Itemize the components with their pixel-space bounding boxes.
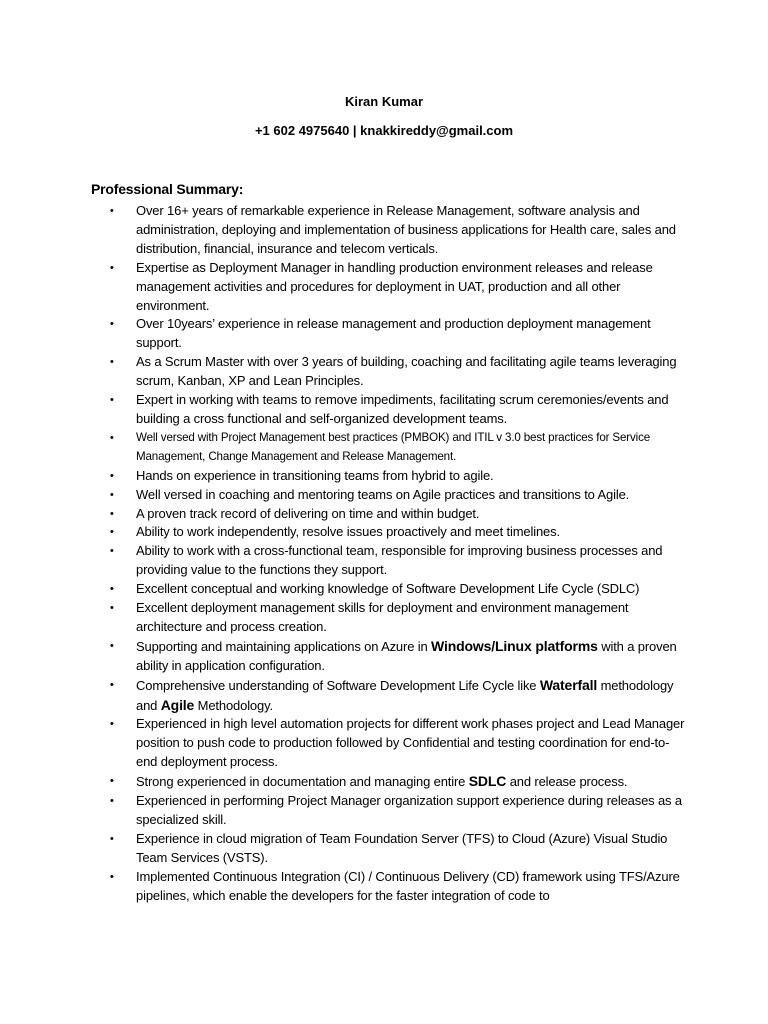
bullet-icon: • [110, 795, 114, 808]
bullet-icon: • [110, 545, 114, 558]
highlight-sdlc: SDLC [468, 773, 507, 790]
list-item: • Well versed in coaching and mentoring teams on Agile practices and transitions to Agile. [110, 486, 690, 505]
bullet-icon: • [110, 356, 114, 369]
bullet-icon: • [110, 431, 114, 444]
highlight-waterfall: Waterfall [539, 676, 598, 693]
bullet-icon: • [110, 639, 114, 652]
list-item: • Expertise as Deployment Manager in handling production environment releases and release management activities and procedures for deployment in UAT, production and all other environment. [110, 259, 653, 313]
list-item: • Experience in cloud migration of Team Foundation Server (TFS) to Cloud (Azure) Visual Studio Team Services (VSTS). [110, 830, 668, 865]
list-item: • Over 16+ years of remarkable experience in Release Management, software analysis and administration, deploying and implementation of business applications for Health care, sales and distribution, financial, insurance and telecom verticals. [110, 203, 676, 256]
list-item: • Experienced in performing Project Manager organization support experience during releases as a specialized skill. [110, 793, 682, 827]
bullet-icon: • [110, 488, 114, 501]
contact-info: +1 602 4975640 | knakkireddy@gmail.com [254, 123, 514, 138]
list-item: • Strong experienced in documentation and managing entire SDLC and release process. [110, 773, 628, 790]
list-item: • Supporting and maintaining applications on Azure in Windows/Linux platforms with a proven ability in application configuration. [110, 637, 677, 673]
bullet-icon: • [110, 602, 114, 615]
highlight-agile: Agile [160, 696, 195, 713]
list-item: • Implemented Continuous Integration (CI) / Continuous Delivery (CD) framework using TFS/Azure pipelines, which enable the developers for the faster integration of code to [110, 868, 680, 903]
list-item: • As a Scrum Master with over 3 years of building, coaching and facilitating agile teams leveraging scrum, Kanban, XP and Lean Principles. [110, 354, 677, 389]
bullet-icon: • [110, 718, 114, 731]
bullet-icon: • [110, 832, 114, 845]
section-heading-professional-summary: Professional Summary: [91, 181, 244, 197]
list-item: • Well versed with Project Management best practices (PMBOK) and ITIL v 3.0 best practices for Service Management, Change Management and Release Management. [110, 430, 651, 463]
candidate-name: Kiran Kumar [344, 94, 424, 109]
bullet-icon: • [110, 205, 114, 217]
bullet-icon: • [110, 318, 114, 331]
list-item: • Excellent deployment management skills for deployment and environment management architecture and process creation. [110, 600, 629, 634]
list-item: • Experienced in high level automation projects for different work phases project and Lead Manager position to push code to production followed by Confidential and testing coordination for end-to-end deployment process. [110, 716, 685, 770]
bullet-icon: • [110, 394, 114, 407]
highlight-platforms: Windows/Linux platforms [431, 637, 598, 654]
list-item: • Ability to work with a cross-functional team, responsible for improving business processes and providing value to the functions they support. [110, 543, 663, 578]
list-item: • Excellent conceptual and working knowledge of Software Development Life Cycle (SDLC) [110, 580, 690, 599]
bullet-icon: • [110, 526, 114, 539]
list-item: • A proven track record of delivering on time and within budget. [110, 505, 690, 524]
bullet-icon: • [110, 261, 114, 274]
list-item: • Hands on experience in transitioning teams from hybrid to agile. [110, 467, 690, 486]
bullet-icon: • [110, 583, 114, 596]
bullet-icon: • [110, 507, 114, 520]
list-item: • Expert in working with teams to remove impediments, facilitating scrum ceremonies/events and building a cross functional and self-organized development teams. [110, 392, 669, 426]
summary-bullet-list [110, 202, 690, 906]
bullet-icon: • [110, 678, 114, 691]
bullet-icon: • [110, 469, 114, 482]
list-item: • Ability to work independently, resolve issues proactively and meet timelines. [110, 523, 690, 542]
list-item: • Comprehensive understanding of Software Development Life Cycle like Waterfall methodology and Agile Methodology. [110, 676, 674, 713]
bullet-icon: • [110, 775, 114, 788]
list-item: • Over 10years’ experience in release management and production deployment management support. [110, 316, 651, 351]
bullet-icon: • [110, 870, 114, 883]
